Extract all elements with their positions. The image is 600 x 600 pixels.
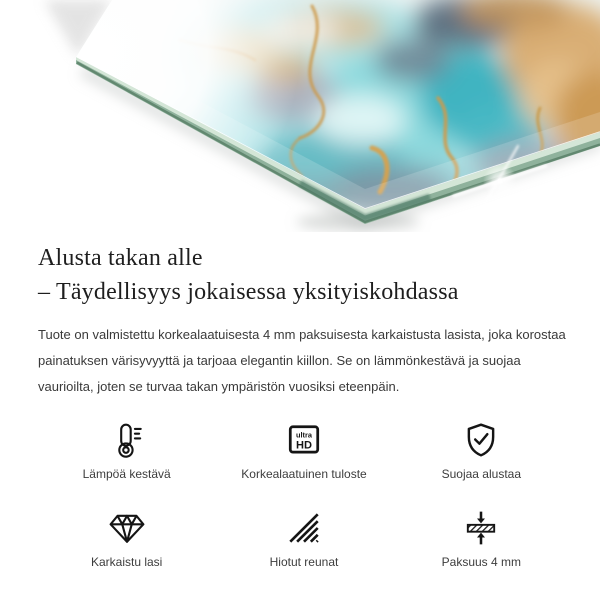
product-hero-image xyxy=(0,0,600,232)
feature-label: Hiotut reunat xyxy=(269,555,339,569)
feature-high-quality-print xyxy=(215,417,392,481)
shield-check-icon xyxy=(462,417,500,459)
feature-heat-resistant xyxy=(38,417,215,481)
product-description: Tuote on valmistettu korkealaatuisesta 4 mm paksuisesta karkaistusta lasista, joka korostaa painatuksen värisyvyyttä ja tarjoaa elegantin kiillon. Se on lämmönkestävä ja suojaa vaurioilta, joten se turvaa takan ympäristön vuosiksi eteenpäin. xyxy=(38,327,566,394)
feature-label: Lämpöä kestävä xyxy=(82,467,171,481)
feature-label: Paksuus 4 mm xyxy=(441,555,521,569)
feature-thickness xyxy=(393,505,570,569)
ultra-hd-icon xyxy=(285,417,323,459)
thickness-4mm-icon xyxy=(462,505,500,547)
feature-label: Suojaa alustaa xyxy=(441,467,522,481)
svg-text:ultra: ultra xyxy=(295,430,312,440)
feature-protects-surface xyxy=(393,417,570,481)
feature-polished-edges xyxy=(215,505,392,569)
diamond-icon xyxy=(107,505,147,547)
polished-edges-icon xyxy=(285,505,323,547)
feature-label: Korkealaatuinen tuloste xyxy=(241,467,367,481)
feature-grid xyxy=(38,417,570,569)
content-block xyxy=(0,241,600,569)
thermometer-icon xyxy=(108,417,146,459)
page-title-line1: Alusta takan alle xyxy=(38,245,203,271)
feature-tempered-glass xyxy=(38,505,215,569)
feature-label: Karkaistu lasi xyxy=(90,555,163,569)
page-title xyxy=(38,241,570,309)
svg-text:HD: HD xyxy=(295,439,312,452)
page-title-line2: – Täydellisyys jokaisessa yksityiskohdassa xyxy=(38,279,459,305)
